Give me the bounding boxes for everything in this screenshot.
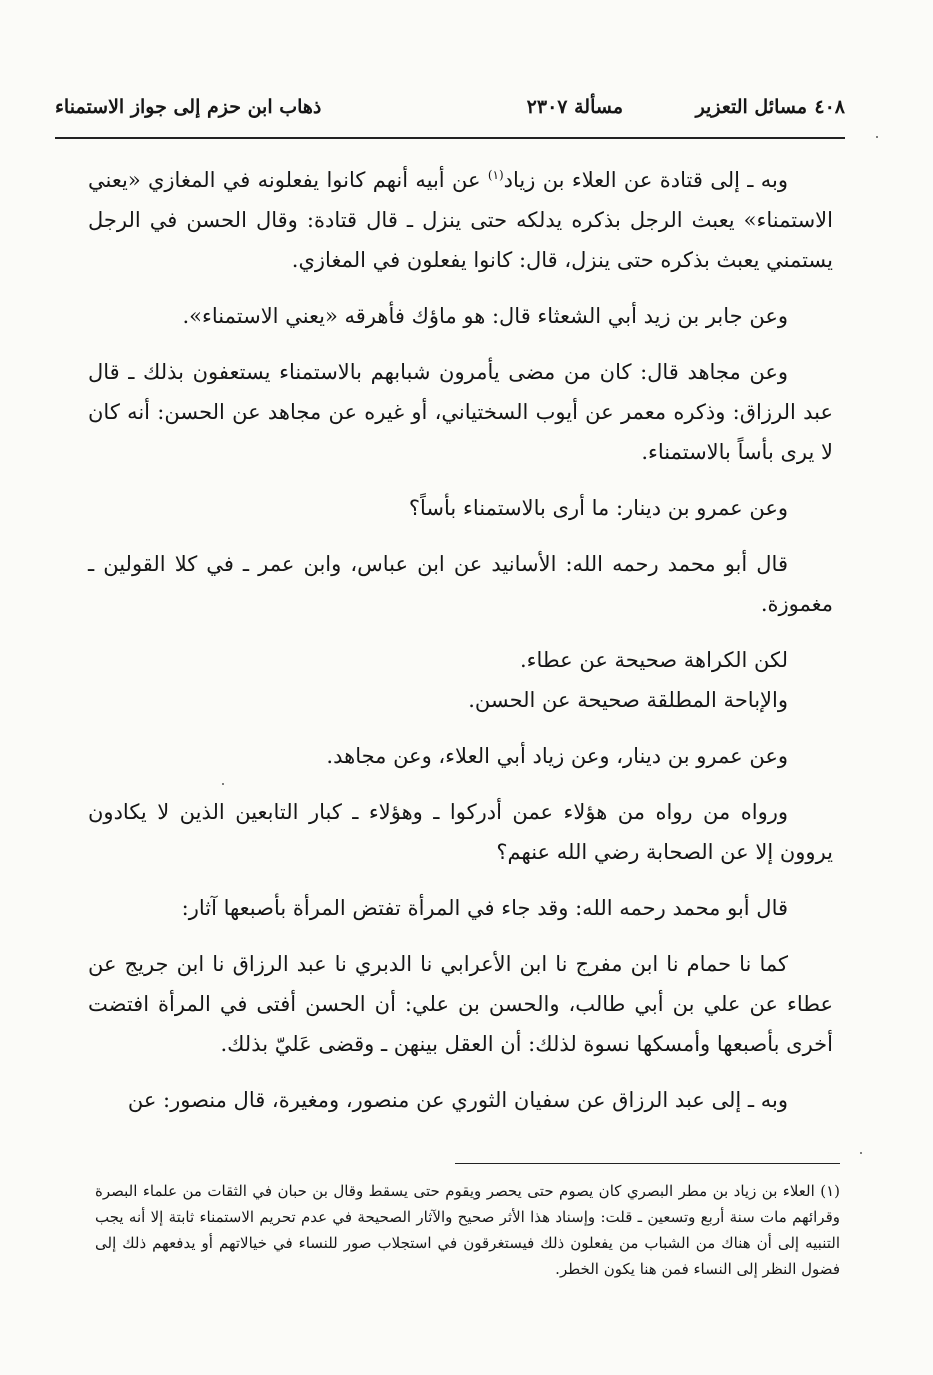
paragraph-5: قال أبو محمد رحمه الله: الأسانيد عن ابن عباس، وابن عمر ـ في كلا القولين ـ مغموزة.: [88, 552, 833, 616]
scan-speck: [876, 136, 878, 138]
footnote: [95, 1178, 840, 1282]
paragraph-6: لكن الكراهة صحيحة عن عطاء.: [519, 648, 788, 672]
paragraph-2: وعن جابر بن زيد أبي الشعثاء قال: هو ماؤك فأهرقه «يعني الاستمناء».: [182, 304, 788, 328]
paragraph-1-start: وبه ـ إلى قتادة عن العلاء بن زياد: [503, 168, 788, 192]
running-header: [55, 96, 845, 130]
page-number: ٤٠٨: [814, 96, 845, 118]
issue-number: مسألة ٢٣٠٧: [526, 96, 623, 118]
header-rule: [55, 137, 845, 139]
scan-speck: [860, 1152, 862, 1154]
paragraph-3: وعن مجاهد قال: كان من مضى يأمرون شبابهم بالاستمناء يستعفون بذلك ـ قال عبد الرزاق: وذكره معمر عن أيوب السختياني، أو غيره عن مجاهد عن الحسن: أنه كان لا يرى بأساً بالاستمناء.: [88, 360, 833, 464]
paragraph-1-end: عن أبيه أنهم كانوا يفعلونه في المغازي «يعني الاستمناء» يعبث الرجل بذكره يدلكه حتى ينزل ـ قال قتادة: وقال الحسن في الرجل يستمني يعبث بذكره حتى ينزل، قال: كانوا يفعلون في المغازي.: [88, 168, 833, 272]
book-title: مسائل التعزير: [695, 96, 807, 118]
paragraph-1: [88, 160, 833, 280]
paragraph-7: والإباحة المطلقة صحيحة عن الحسن.: [468, 688, 788, 712]
main-text: [88, 160, 833, 1120]
topic-title: ذهاب ابن حزم إلى جواز الاستمناء: [55, 96, 322, 118]
paragraph-11: كما نا حمام نا ابن مفرج نا ابن الأعرابي نا الدبري نا عبد الرزاق نا ابن جريج عن عطاء عن علي بن أبي طالب، والحسن بن علي: أن الحسن أفتى في المرأة افتضت أخرى بأصبعها وأمسكها نسوة لذلك: أن العقل بينهن ـ وقضى عَليّ بذلك.: [88, 952, 833, 1056]
scan-speck: [222, 783, 224, 785]
paragraph-9: ورواه من رواه من هؤلاء عمن أدركوا ـ وهؤلاء ـ كبار التابعين الذين لا يكادون يروون إلا عن الصحابة رضي الله عنهم؟: [88, 800, 833, 864]
paragraph-10: قال أبو محمد رحمه الله: وقد جاء في المرأة تفتض المرأة بأصبعها آثار:: [181, 896, 788, 920]
paragraph-12: وبه ـ إلى عبد الرزاق عن سفيان الثوري عن منصور، ومغيرة، قال منصور: عن: [127, 1088, 788, 1112]
paragraph-8: وعن عمرو بن دينار، وعن زياد أبي العلاء، وعن مجاهد.: [326, 744, 788, 768]
footnote-ref: (١): [487, 168, 504, 182]
footnote-text: (١) العلاء بن زياد بن مطر البصري كان يصوم حتى يحصر ويقوم حتى يسقط وقال بن حبان في الثقات من علماء البصرة وقرائهم مات سنة أربع وتسعين ـ قلت: وإسناد هذا الأثر صحيح والآثار الصحيحة في عدم تحريم الاستمناء ثابتة إلا أنه يجب التنبيه إلى أن هناك من الشباب من يفعلون ذلك فيستغرقون في استجلاب صور للنساء في خيالاتهم أو يدفعهم ذلك إلى فضول النظر إلى النساء فمن هنا يكون الخطر.: [95, 1182, 840, 1278]
paragraph-4: وعن عمرو بن دينار: ما أرى بالاستمناء بأساً؟: [408, 496, 788, 520]
footnote-rule: [455, 1163, 840, 1164]
